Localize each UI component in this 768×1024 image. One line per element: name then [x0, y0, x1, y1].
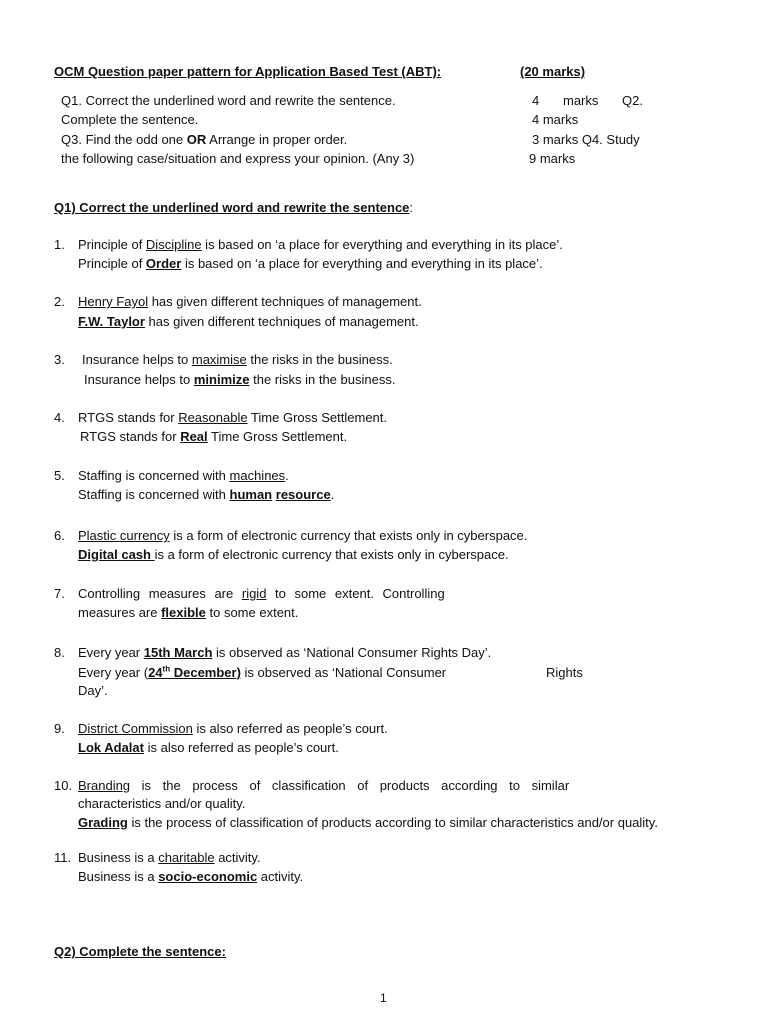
item-10-question-cont: characteristics and/or quality. — [78, 796, 246, 811]
item-5-answer: Staffing is concerned with human resource. — [78, 487, 335, 502]
item-11-answer: Business is a socio-economic activity. — [78, 869, 304, 884]
item-11-question: Business is a charitable activity. — [78, 850, 261, 865]
item-5-question: Staffing is concerned with machines. — [78, 468, 289, 483]
item-2-question: Henry Fayol has given different techniques of management. — [78, 294, 422, 309]
item-number: 4. — [54, 410, 65, 425]
item-1-question: Principle of Discipline is based on ‘a place for everything and everything in its place’. — [78, 237, 563, 252]
q1-heading: Q1) Correct the underlined word and rewrite the sentence: — [54, 200, 414, 215]
pattern-line-1: Q1. Correct the underlined word and rewrite the sentence. — [61, 93, 396, 108]
item-3-answer: Insurance helps to minimize the risks in the business. — [84, 372, 396, 387]
item-8-answer: Every year (24th December) is observed as ‘National Consumer — [78, 664, 447, 680]
item-6-question: Plastic currency is a form of electronic currency that exists only in cyberspace. — [78, 528, 528, 543]
item-number: 3. — [54, 352, 65, 367]
item-10-answer: Grading is the process of classification of products according to similar characteristics and/or quality. — [78, 815, 658, 830]
item-8-answer-right: Rights — [546, 665, 583, 680]
pattern-line-4-marks: 9 marks — [529, 151, 576, 166]
item-number: 8. — [54, 645, 65, 660]
item-3-question: Insurance helps to maximise the risks in the business. — [82, 352, 393, 367]
total-marks: (20 marks) — [520, 64, 586, 79]
item-number: 9. — [54, 721, 65, 736]
item-number: 10. — [54, 778, 73, 793]
pattern-line-3-marks: 3 marks Q4. Study — [532, 132, 640, 147]
item-number: 7. — [54, 586, 65, 601]
pattern-line-1-number: 4 — [532, 93, 540, 108]
pattern-line-4: the following case/situation and express your opinion. (Any 3) — [61, 151, 415, 166]
item-7-question: Controlling measures are rigid to some extent. Controlling — [78, 586, 445, 601]
pattern-line-2: Complete the sentence. — [61, 112, 199, 127]
q2-heading: Q2) Complete the sentence: — [54, 944, 226, 959]
item-8-question: Every year 15th March is observed as ‘National Consumer Rights Day’. — [78, 645, 492, 660]
item-2-answer: F.W. Taylor has given different techniques of management. — [78, 314, 419, 329]
page-title: OCM Question paper pattern for Application Based Test (ABT): — [54, 64, 442, 79]
pattern-line-1-q2: Q2. — [622, 93, 643, 108]
item-number: 6. — [54, 528, 65, 543]
pattern-line-1-marks: marks — [563, 93, 599, 108]
pattern-line-2-marks: 4 marks — [532, 112, 579, 127]
item-6-answer: Digital cash is a form of electronic currency that exists only in cyberspace. — [78, 547, 509, 562]
item-7-answer: measures are flexible to some extent. — [78, 605, 299, 620]
item-4-answer: RTGS stands for Real Time Gross Settlement. — [80, 429, 348, 444]
item-number: 2. — [54, 294, 65, 309]
item-number: 5. — [54, 468, 65, 483]
item-1-answer: Principle of Order is based on ‘a place for everything and everything in its place’. — [78, 256, 543, 271]
item-9-answer: Lok Adalat is also referred as people’s court. — [78, 740, 339, 755]
item-number: 1. — [54, 237, 65, 252]
item-number: 11. — [54, 850, 72, 865]
item-8-answer-cont: Day’. — [78, 683, 108, 698]
item-10-question: Branding is the process of classification of products according to similar — [78, 778, 570, 793]
item-9-question: District Commission is also referred as people’s court. — [78, 721, 388, 736]
page-number: 1 — [380, 991, 387, 1005]
pattern-line-3: Q3. Find the odd one OR Arrange in proper order. — [61, 132, 348, 147]
item-4-question: RTGS stands for Reasonable Time Gross Settlement. — [78, 410, 388, 425]
